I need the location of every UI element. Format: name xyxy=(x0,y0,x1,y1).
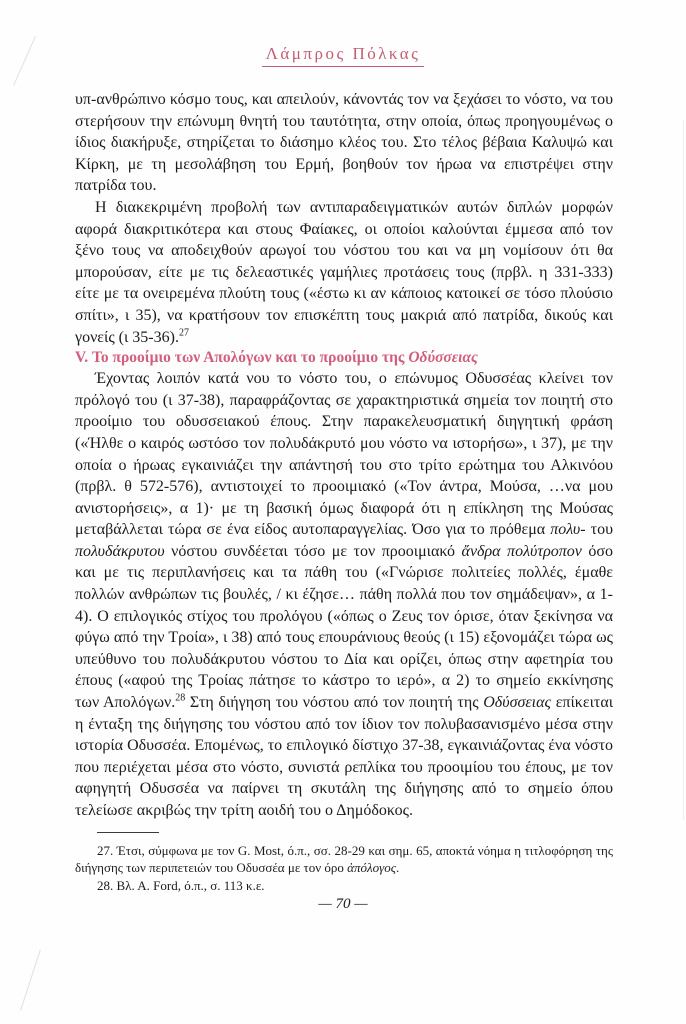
scan-artifact-right-edge xyxy=(683,120,684,820)
footnote-separator xyxy=(97,832,159,833)
footnote-item xyxy=(75,877,613,895)
author-name: Λάμπρος Πόλκας xyxy=(262,44,425,67)
text-segment: πολυ- xyxy=(550,521,586,539)
text-segment: επίκειται η ένταξη της διήγησης του νόστου από τον ίδιον τον πολυβασανισμένο μέσα στην ιστορία Οδυσσέα. Επομένως, το επιλογικό δίστιχο 37-38, εγκαινιάζοντας ένα νόστο που περιέχεται μέσα στο νόστο, συνιστά ρεπλίκα του προοιμίου του έπους, με τον αφηγητή Οδυσσέα να παίρνει τη σκυτάλη της διήγησης από το σημείο όπου τελείωσε ακριβώς την τρίτη αοιδή του ο Δημόδοκος. xyxy=(75,694,614,819)
text-segment: υπ-ανθρώπινο κόσμο τους, και απειλούν, κάνοντάς τον να ξεχάσει το νόστο, να του στερήσουν την επώνυμη θνητή του ταυτότητα, στην οποία, όπως προηγουμένως ο ίδιος διακήρυξε, στηρίζεται το διάσημο κλέος του. Στο τέλος βέβαια Καλυψώ και Κίρκη, με τη μεσολάβηση του Ερμή, βοηθούν τον ήρωα να επιστρέψει στην πατρίδα του. xyxy=(75,91,613,195)
section-heading xyxy=(75,348,613,368)
text-segment: Οδύσσειας xyxy=(408,349,478,367)
text-segment: Στη διήγηση του νόστου από τον ποιητή της xyxy=(185,694,484,712)
footnote-item xyxy=(75,842,613,877)
page-number: — 70 — xyxy=(318,896,368,912)
text-segment: ἀπόλογος xyxy=(347,860,397,876)
text-segment: όσο και με τις περιπλανήσεις και τα πάθη του («Γνώρισε πολιτείες πολλές, έμαθε πολλών ανθρώπων τις βουλές, / κι έζησε… πάθη πολλά που τον σημάδεψαν», α 1-4). Ο επιλογικός στίχος του προλόγου («όπως ο Ζευς τον όρισε, όταν ξεκίνησα να φύγω από την Τροία», ι 38) από τους επουράνιους θεούς (ι 15) εξονομάζει τώρα ως υπεύθυνο του πολυδάκρυτου νόστου το Δία και ορίζει, όπως στην αφετηρία του έπους («αφού της Τροίας πάτησε το κάστρο το ιερό», α 2) το σημείο εκκίνησης των Απολόγων. xyxy=(75,542,613,712)
text-segment: Οδύσσειας xyxy=(483,694,552,712)
paragraph xyxy=(75,89,613,197)
text-segment: του xyxy=(585,521,613,539)
page-header xyxy=(0,0,686,67)
text-segment: ἄνδρα πολύτροπον xyxy=(461,542,582,560)
footnote-reference: 28 xyxy=(175,692,186,704)
footnotes xyxy=(75,842,613,895)
text-segment: Έχοντας λοιπόν κατά νου το νόστο του, ο επώνυμος Οδυσσέας κλείνει τον πρόλογό του (ι 37-38), παραφράζοντας σε χαρακτηριστικά σημεία τον ποιητή στο προοίμιο του οδυσσειακού έπους. Στην παρακελευσματική διηγητική φράση («Ήλθε ο καιρός ωστόσο τον πολυδάκρυτό μου νόστο να ιστορήσω», ι 37), με την οποία ο ήρωας εγκαινιάζει την απάντησή του στο τρίτο ερώτημα του Αλκινόου (πρβλ. θ 572-576), αντιστοιχεί το προοιμιακό («Τον άντρα, Μούσα, …να μου ανιστορήσεις», α 1)· με τη βασική όμως διαφορά ότι η επίκληση της Μούσας μεταβάλλεται τώρα σε ένα είδος αυτοπαραγγελίας. Όσο για το πρόθεμα xyxy=(75,370,613,539)
body-text xyxy=(75,89,613,822)
text-segment: . xyxy=(396,860,400,876)
scan-artifact-bottom-left xyxy=(20,949,41,1010)
paragraph xyxy=(75,197,613,348)
text-segment: Η διακεκριμένη προβολή των αντιπαραδειγματικών αυτών διπλών μορφών αφορά διακριτικότερα και στους Φαίακες, οι οποίοι καλούνται έμμεσα από τον ξένο τους να αποδειχθούν αρωγοί του νόστου του και να μη νομίσουν ότι θα μπορούσαν, είτε με τις δελεαστικές γαμήλιες προτάσεις τους (πρβλ. η 331-333) είτε με τα ονειρεμένα πλούτη τους («έστω κι αν κάποιος κατοικεί σε τόσο πλούσιο σπίτι», ι 35), να κρατήσουν τον επισκέπτη τους μακριά από πατρίδα, δικούς και γονείς (ι 35-36). xyxy=(75,198,613,346)
text-segment: πολυδάκρυτου xyxy=(75,542,165,560)
text-segment: 28. Βλ. Α. Ford, ό.π., σ. 113 κ.ε. xyxy=(97,877,265,893)
text-segment: V. Το προοίμιο των Απολόγων και το προοίμιο της xyxy=(75,349,409,367)
paragraph xyxy=(75,368,613,821)
footnote-reference: 27 xyxy=(178,327,189,339)
text-segment: 27. Έτσι, σύμφωνα με τον G. Most, ό.π., σσ. 28-29 και σημ. 65, αποκτά νόημα η τιτλοφόρηση της διήγησης των περιπετειών του Οδυσσέα με τον όρο xyxy=(75,842,613,876)
text-segment: νόστου συνδέεται τόσο με τον προοιμιακό xyxy=(164,542,462,560)
